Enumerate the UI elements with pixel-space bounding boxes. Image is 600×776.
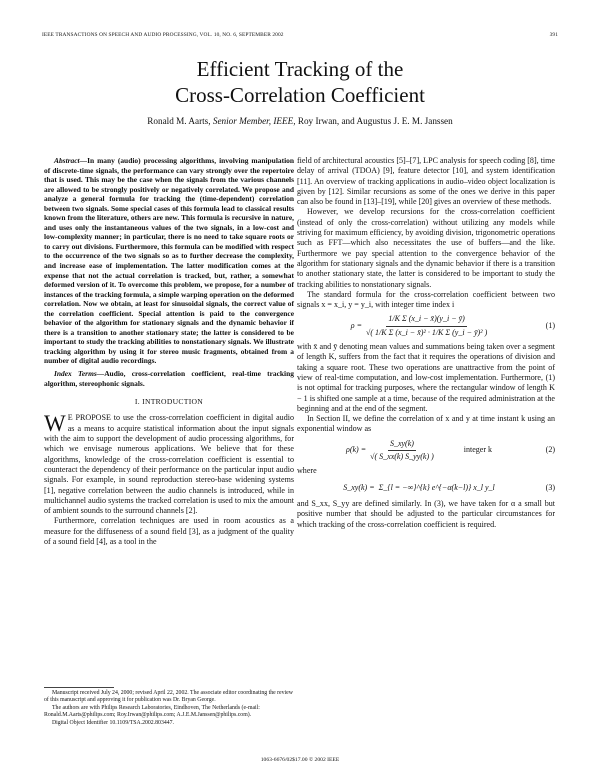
footnote-rule [44, 687, 114, 688]
equation-1 [297, 314, 555, 338]
equation-1-number: (1) [545, 321, 555, 331]
equation-3-lhs: S_xy(k) = [343, 482, 375, 492]
right-paragraph-4: with x̄ and ȳ denoting mean values and summations being taken over a segment of length K, suffers from the fact that it requires the operations of division and taking a square root. These two operations are unattractive from the point of view of real-time computation, and low-cost implementation. Furthermore, (1) is not optimal for tracking purposes, where the rectangular window of length K − 1 is shifted one sample at a time, because of the required administration at the beginning and at the end of the segment. [297, 342, 555, 413]
equation-2 [297, 439, 555, 463]
equation-3-number: (3) [545, 482, 555, 492]
left-column [44, 156, 294, 547]
equation-2-formula [297, 439, 541, 463]
equation-2-lhs: ρ(k) = [345, 445, 367, 455]
abstract-label: Abstract— [54, 156, 88, 165]
right-paragraph-3: The standard formula for the cross-correlation coefficient between two signals x = x_i, y = y_i, with integer time index i [297, 289, 555, 310]
right-paragraph-7: and S_xx, S_yy are defined similarly. In (3), we have taken for α a small but positive number that should be adjusted to the particular circumstances for which tracking of the cross-correlation coefficient is required. [297, 498, 555, 529]
author-1-role: Senior Member, IEEE, [212, 116, 296, 126]
equation-2-numerator: S_xy(k) [388, 439, 416, 451]
intro-paragraph-2: Furthermore, correlation techniques are used in room acoustics as a measure for the diffuseness of a sound field [3], as a judgment of the quality of a sound field [4], as a tool in the [44, 516, 294, 546]
section-heading: I. INTRODUCTION [134, 397, 204, 407]
title-line-2: Cross-Correlation Coefficient [175, 83, 425, 107]
equation-2-denominator: √( S_xx(k) S_yy(k) ) [370, 452, 434, 462]
journal-name: IEEE TRANSACTIONS ON SPEECH AND AUDIO PROCESSING, VOL. 10, NO. 6, SEPTEMBER 2002 [42, 32, 284, 38]
right-column [297, 156, 555, 530]
paper-title [0, 56, 600, 108]
abstract-text: In many (audio) processing algorithms, involving manipulation of discrete-time signals, the performance can vary strongly over the repertoire that is used. This may be the case when the signals from the various channels are allowed to be strongly positively or negatively correlated. We propose and analyze a general formula for tracking the (time-dependent) correlation between two signals. Some special cases of this formula lead to classical results known from the literature, others are new. This formula is recursive in nature, and uses only the instantaneous values of the two signals, in a low-cost and low-complexity manner; in particular, there is no need to take square roots or to carry out divisions. Furthermore, this formula can be modified with respect to the occurrence of the two signals so as to further decrease the complexity, and increase ease of implementation. The latter modification comes at the expense that not the actual correlation is tracked, but, rather, a somewhat deformed version of it. To overcome this problem, we propose, for a number of instances of the tracking formula, a simple warping operation on the deformed correlation. Now we obtain, at least for sinusoidal signals, the correct value of the correlation coefficient. Special attention is paid to the convergence behavior of the algorithm for stationary signals and the dynamic behavior if there is a transition to another stationary state; the latter is considered to be important to study the tracking abilities to nonstationary signals. We illustrate tracking algorithm by using it for stereo music fragments, obtained from a number of digital audio recordings. [44, 156, 294, 366]
other-authors: Roy Irwan, and Augustus J. E. M. Janssen [297, 116, 453, 126]
author-list [0, 116, 600, 126]
equation-1-formula [297, 314, 541, 338]
index-terms-label: Index Terms— [54, 369, 105, 379]
equation-1-denominator: √( 1/K Σ (x_i − x̄)² · 1/K Σ (y_i − ȳ)² ) [366, 327, 488, 337]
running-head [42, 32, 558, 38]
right-paragraph-6: where [297, 466, 317, 476]
equation-1-lhs: ρ = [350, 321, 362, 331]
intro-paragraph-1 [44, 413, 294, 516]
index-terms-text: Audio, cross-correlation coefficient, real-time tracking algorithm, stereophonic signals. [44, 369, 294, 388]
right-paragraph-5: In Section II, we define the correlation of x and y at time instant k using an exponential window as [297, 414, 555, 434]
equation-2-number: (2) [545, 445, 555, 455]
author-1: Ronald M. Aarts, [147, 116, 211, 126]
abstract [44, 156, 294, 366]
equation-2-condition: integer k [463, 445, 493, 455]
equation-3-formula [297, 483, 541, 493]
right-paragraph-1: field of architectural acoustics [5]–[7], LPC analysis for speech coding [8], time delay of arrival (TDOA) [9], feature detector [10], and system identification [11]. An overview of tracking applications in audio–video object localization is given by [12]. Similar recursions as some of the ones we derive in this paper can also be found in [13]–[19], while [20] gives an overview of these methods. [297, 156, 555, 207]
footnote-manuscript: Manuscript received July 24, 2000; revised April 22, 2002. The associate editor coordinating the review of this manuscript and approving it for publication was Dr. Bryan George. [44, 690, 293, 704]
equation-2-fraction [370, 439, 434, 463]
index-terms [44, 369, 294, 388]
equation-1-fraction [366, 314, 487, 338]
page-number: 391 [549, 32, 558, 38]
right-paragraph-2: However, we develop recursions for the cross-correlation coefficient (instead of only the cross-correlation) without utilizing any models while striving for maximum efficiency, by avoiding division, trigonometric operations such as FFT—which also necessitates the use of buffers—and the like. Furthermore we pay special attention to the convergence behavior of the algorithm for stationary signals and the dynamic behavior if there is a transition to another stationary state, the latter is considered to be important to study the tracking abilities to nonstationary signals. [297, 207, 555, 289]
copyright-id: 1063-6676/02$17.00 © 2002 IEEE [260, 757, 340, 763]
equation-3-sum: Σ_{l = −∞}^{k} e^{−α(k−l)} x_l y_l [378, 482, 495, 492]
equation-3 [297, 483, 555, 493]
footnote-affiliation: The authors are with Philips Research Laboratories, Eindhoven, The Netherlands (e-mail: Ronald.M.Aarts@philips.com; Roy.Irwan@philips.com; A.J.E.M.Janssen@philips.com). [44, 704, 260, 719]
drop-cap: W [44, 411, 66, 437]
footnote-doi: Digital Object Identifier 10.1109/TSA.2002.803447. [52, 719, 174, 726]
equation-1-numerator: 1/K Σ (x_i − x̄)(y_i − ȳ) [386, 314, 466, 326]
title-line-1: Efficient Tracking of the [196, 57, 404, 81]
footnotes [44, 690, 294, 727]
intro-paragraph-1-text: E PROPOSE to use the cross-correlation coefficient in digital audio as a means to acquire statistical information about the input signals with the aim to support the development of audio processing algorithms, for which we envisage numerous applications. We believe that for these algorithms, knowledge of the cross-correlation coefficient is essential to counteract the dependency of their performance on the particular input audio signals. For example, in sound reproduction stereo-base widening systems [1], negative correlation between the audio channels is introduced, while in multichannel audio systems the tracked correlation is used to mix the amount of ambient sounds to the surround channels [2]. [44, 413, 294, 516]
